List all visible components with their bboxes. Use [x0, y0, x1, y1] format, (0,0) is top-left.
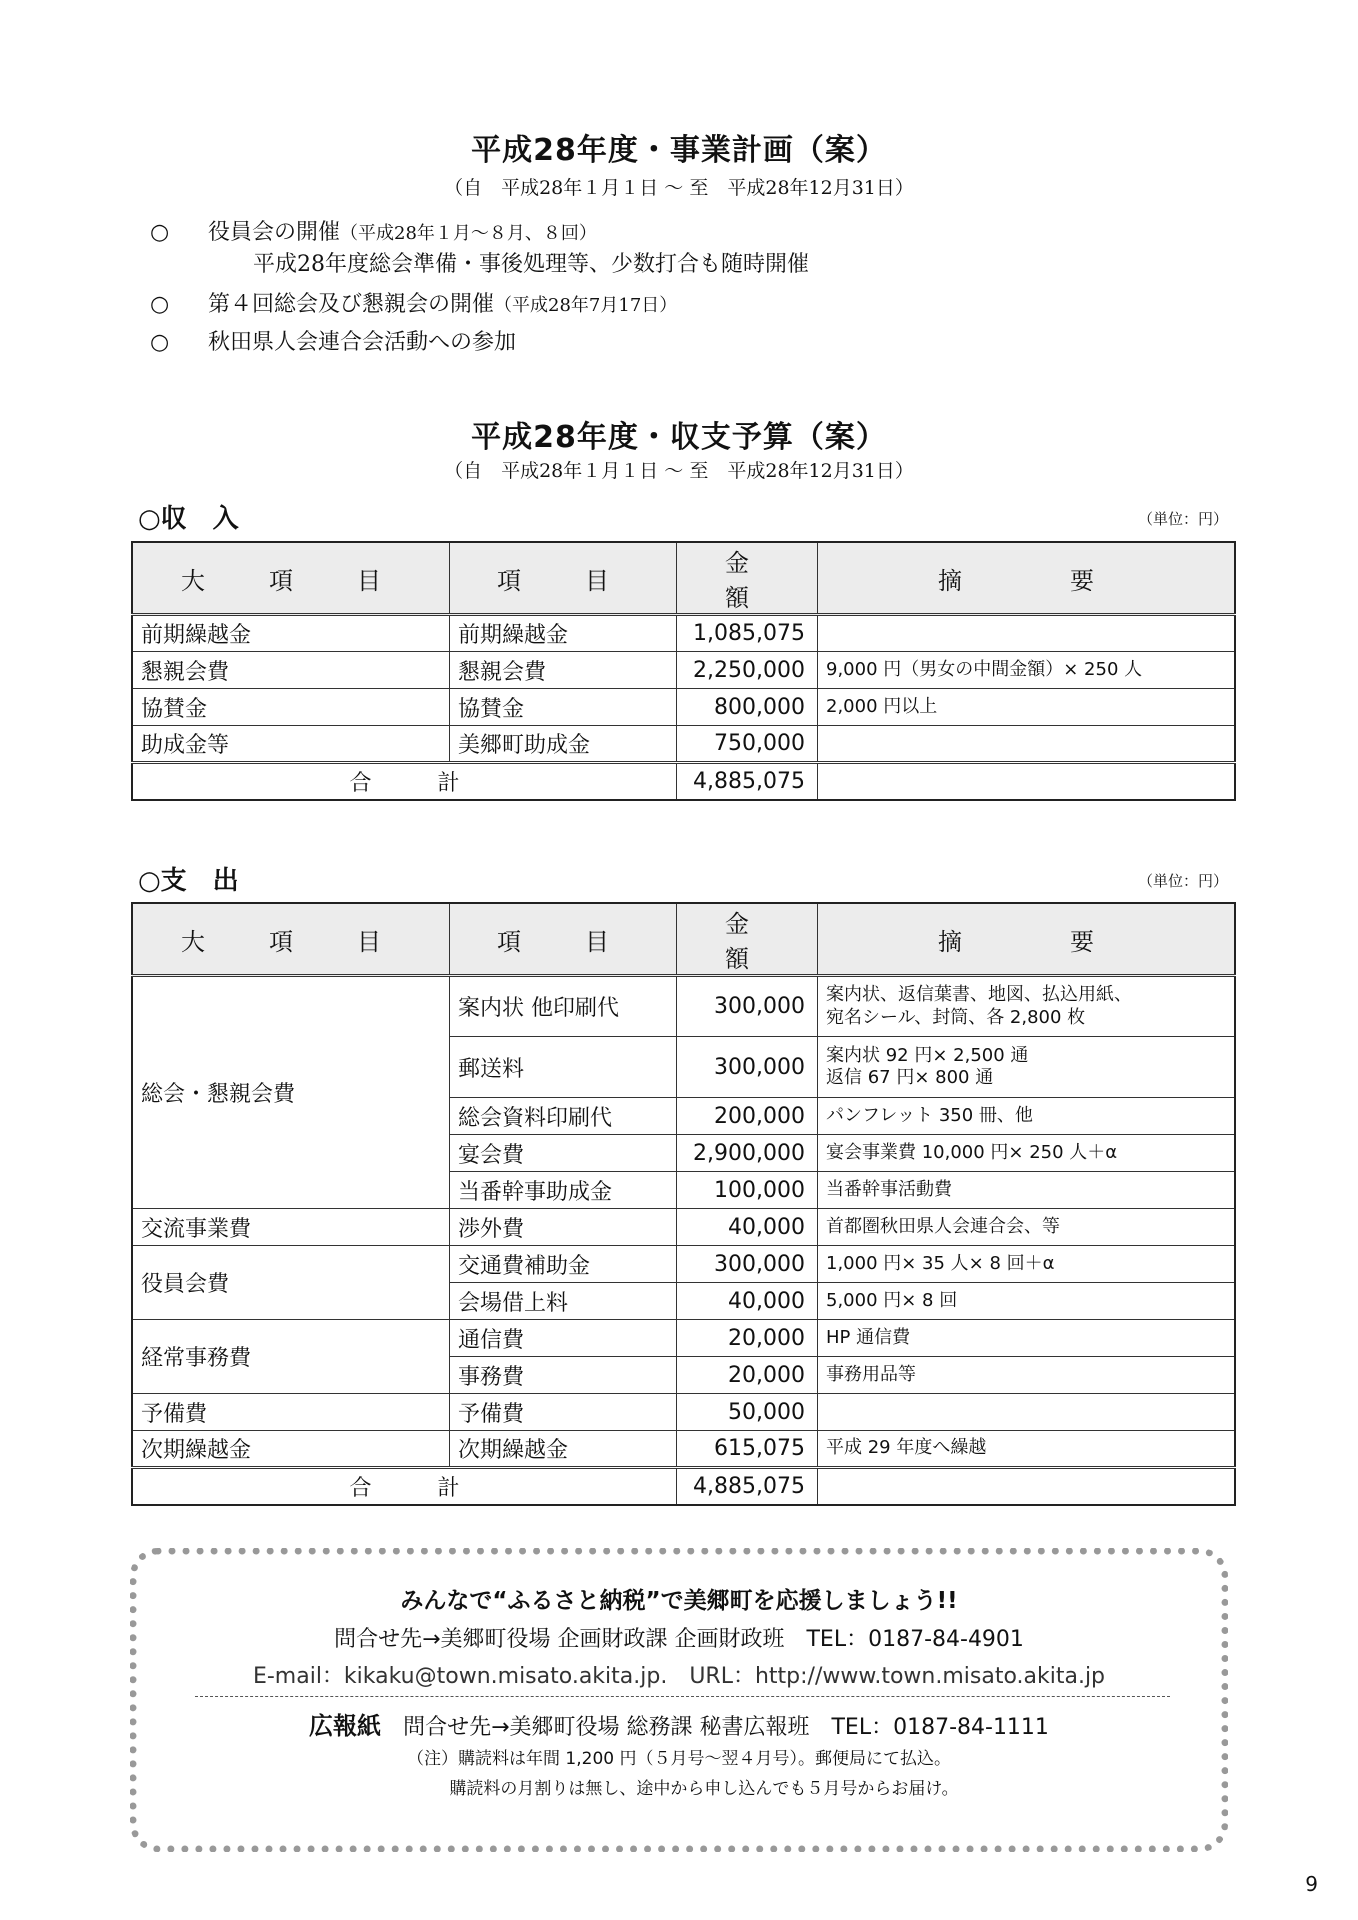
contact-line-1: 問合せ先→美郷町役場 企画財政課 企画財政班 TEL：0187-84-4901 [334, 1627, 1024, 1652]
total-row: 合 計 4,885,075 [132, 1468, 1235, 1505]
expense-heading: ○支 出 [138, 866, 239, 896]
table-row: 郵送料 300,000 案内状 92 円× 2,500 通 返信 67 円× 800 通 [132, 1037, 1235, 1098]
page-number: 9 [1305, 1872, 1318, 1896]
table-row: 予備費 予備費 50,000 [132, 1394, 1235, 1431]
plan-item: ○ 秋田県人会連合会活動への参加 [150, 330, 517, 355]
contact-line-2: 広報紙 問合せ先→美郷町役場 総務課 秘書広報班 TEL：0187-84-1111 [309, 1712, 1049, 1740]
table-row: 総会資料印刷代 200,000 パンフレット 350 冊、他 [132, 1098, 1235, 1135]
furusato-slogan: みんなで“ふるさと納税”で美郷町を応援しましょう!! [400, 1588, 958, 1614]
subscription-note-2: 購読料の月割りは無し、途中から申し込んでも５月号からお届け。 [449, 1779, 959, 1799]
table-row: 前期繰越金 前期繰越金 1,085,075 [132, 615, 1235, 652]
table-row: 宴会費 2,900,000 宴会事業費 10,000 円× 250 人＋α [132, 1135, 1235, 1172]
table-header-row: 大 項 目 項 目 金 額 摘 要 [132, 903, 1235, 976]
total-row: 合 計 4,885,075 [132, 763, 1235, 800]
income-table [131, 541, 1236, 801]
table-header-row: 大 項 目 項 目 金 額 摘 要 [132, 542, 1235, 615]
budget-period: （自 平成28年１月１日 ～ 至 平成28年12月31日） [444, 460, 914, 482]
budget-title: 平成28年度・収支予算（案） [471, 420, 887, 455]
email-url-line[interactable]: E-mail：kikaku@town.misato.akita.jp. URL：http://www.town.misato.akita.jp [252, 1664, 1106, 1689]
table-row: 交流事業費 渉外費 40,000 首都圏秋田県人会連合会、等 [132, 1209, 1235, 1246]
income-heading: ○収 入 [138, 504, 239, 534]
plan-title: 平成28年度・事業計画（案） [471, 133, 887, 168]
table-row: 総会・懇親会費 案内状 他印刷代 300,000 案内状、返信葉書、地図、払込用紙、 宛名シール、封筒、各 2,800 枚 [132, 976, 1235, 1037]
plan-period: （自 平成28年１月１日 ～ 至 平成28年12月31日） [444, 177, 914, 199]
expense-unit: （単位：円） [1137, 872, 1228, 890]
income-unit: （単位：円） [1137, 510, 1228, 528]
subscription-note-1: （注）購読料は年間 1,200 円（５月号～翌４月号）。郵便局にて払込。 [407, 1749, 951, 1769]
table-row: 懇親会費 懇親会費 2,250,000 9,000 円（男女の中間金額）× 250 人 [132, 652, 1235, 689]
table-row: 事務費 20,000 事務用品等 [132, 1357, 1235, 1394]
divider [195, 1696, 1170, 1697]
plan-item-sub: 平成28年度総会準備・事後処理等、少数打合も随時開催 [253, 252, 809, 277]
expense-table [131, 902, 1236, 1506]
table-row: 経常事務費 通信費 20,000 HP 通信費 [132, 1320, 1235, 1357]
table-row: 当番幹事助成金 100,000 当番幹事活動費 [132, 1172, 1235, 1209]
plan-item: ○ 役員会の開催（平成28年１月～８月、８回） [150, 220, 597, 245]
table-row: 役員会費 交通費補助金 300,000 1,000 円× 35 人× 8 回＋α [132, 1246, 1235, 1283]
table-row: 協賛金 協賛金 800,000 2,000 円以上 [132, 689, 1235, 726]
table-row: 会場借上料 40,000 5,000 円× 8 回 [132, 1283, 1235, 1320]
table-row: 次期繰越金 次期繰越金 615,075 平成 29 年度へ繰越 [132, 1431, 1235, 1468]
table-row: 助成金等 美郷町助成金 750,000 [132, 726, 1235, 763]
plan-item: ○ 第４回総会及び懇親会の開催（平成28年7月17日） [150, 292, 678, 317]
